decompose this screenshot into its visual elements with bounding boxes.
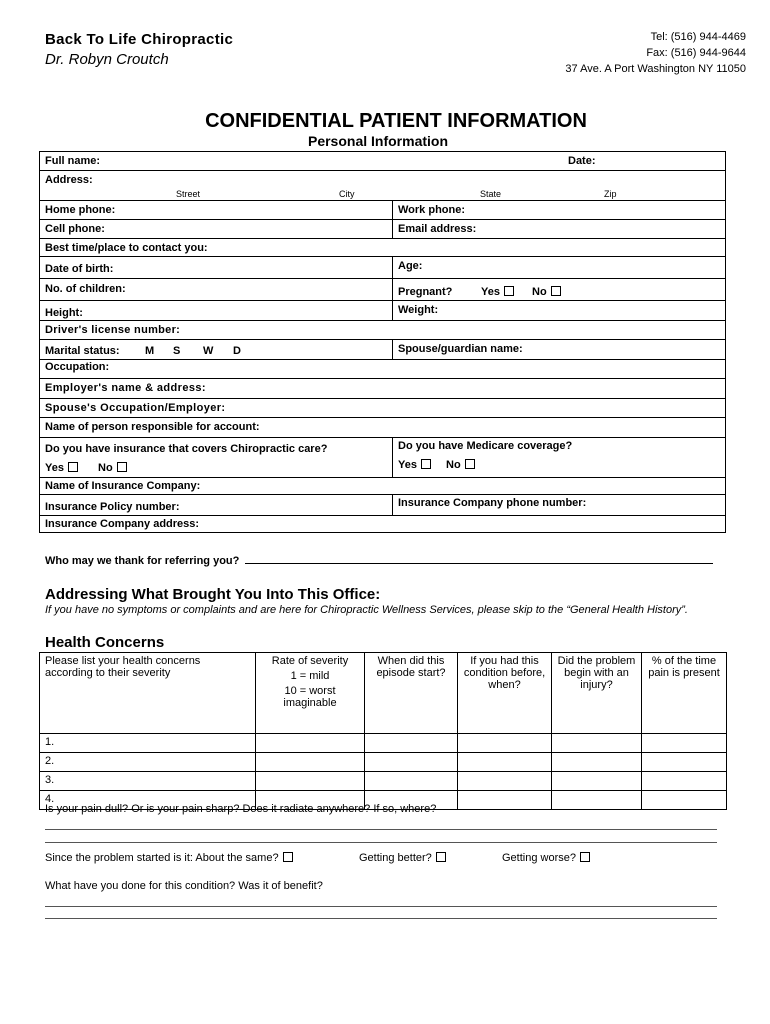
marital-status-label: Marital status: — [45, 345, 120, 357]
practice-name: Back To Life Chiropractic — [45, 31, 234, 48]
pain-answer-line[interactable] — [45, 842, 717, 843]
dob-label: Date of birth: — [45, 263, 114, 275]
employer-row[interactable] — [40, 379, 725, 399]
insurance-no-option[interactable] — [98, 462, 127, 474]
policy-row — [40, 495, 725, 516]
marital-w-option[interactable]: W — [203, 345, 214, 357]
spouse-occupation-label: Spouse's Occupation/Employer: — [45, 402, 226, 414]
city-caption: City — [339, 189, 355, 199]
office-address: 37 Ave. A Port Washington NY 11050 — [565, 63, 746, 75]
medicare-yes-label: Yes — [398, 459, 417, 471]
insurance-row — [40, 438, 725, 478]
referral-question[interactable] — [45, 553, 713, 567]
better-option[interactable] — [359, 852, 446, 864]
home-phone-label: Home phone: — [45, 204, 116, 216]
zip-caption: Zip — [604, 189, 617, 199]
insurance-no-label: No — [98, 462, 113, 474]
table-cell[interactable] — [365, 772, 458, 791]
checkbox-icon[interactable] — [465, 459, 475, 469]
marital-row — [40, 340, 725, 360]
column-header-concerns: Please list your health concerns according to their severity — [40, 653, 256, 734]
date-label: Date: — [568, 155, 596, 167]
insurance-yes-option[interactable] — [45, 462, 78, 474]
insurance-question: Do you have insurance that covers Chiropractic care? — [45, 443, 328, 455]
severity-mild: 1 = mild — [290, 670, 330, 682]
license-row[interactable] — [40, 321, 725, 340]
table-cell[interactable] — [458, 734, 552, 753]
column-header-severity — [256, 653, 365, 734]
checkbox-icon[interactable] — [551, 286, 561, 296]
address-label: Address: — [45, 174, 93, 186]
since-question: Since the problem started is it: About the same? — [45, 852, 279, 864]
checkbox-icon[interactable] — [504, 286, 514, 296]
occupation-label: Occupation: — [45, 361, 110, 373]
table-cell[interactable] — [256, 734, 365, 753]
pregnant-yes-option[interactable] — [481, 286, 514, 298]
medicare-yes-option[interactable] — [398, 459, 431, 471]
column-header-episode-start: When did this episode start? — [365, 653, 458, 734]
pregnant-yes-label: Yes — [481, 286, 500, 298]
weight-label: Weight: — [398, 304, 439, 316]
health-concerns-table — [39, 652, 727, 810]
marital-d-option[interactable]: D — [233, 345, 241, 357]
responsible-row[interactable] — [40, 418, 725, 438]
table-row — [40, 734, 727, 753]
checkbox-icon[interactable] — [436, 852, 446, 862]
street-caption: Street — [176, 189, 201, 199]
medicare-no-label: No — [446, 459, 461, 471]
license-label: Driver's license number: — [45, 324, 181, 336]
responsible-label: Name of person responsible for account: — [45, 421, 260, 433]
table-cell[interactable] — [552, 734, 642, 753]
treatment-answer-line[interactable] — [45, 906, 717, 907]
table-cell[interactable] — [642, 791, 727, 810]
doctor-name: Dr. Robyn Croutch — [45, 51, 169, 68]
column-header-injury: Did the problem begin with an injury? — [552, 653, 642, 734]
section-title-personal: Personal Information — [307, 133, 449, 149]
table-cell[interactable] — [642, 772, 727, 791]
cell-phone-label: Cell phone: — [45, 223, 105, 235]
treatment-answer-line[interactable] — [45, 918, 717, 919]
insurance-yes-label: Yes — [45, 462, 64, 474]
severity-worst: 10 = worst imaginable — [283, 685, 337, 709]
height-weight-row — [40, 301, 725, 321]
addressing-title: Addressing What Brought You Into This Office: — [45, 586, 381, 603]
severity-heading: Rate of severity — [271, 655, 349, 667]
insurance-phone-label: Insurance Company phone number: — [398, 497, 587, 509]
column-header-pain-percent: % of the time pain is present — [642, 653, 727, 734]
table-row — [40, 772, 727, 791]
table-cell[interactable] — [552, 791, 642, 810]
spouse-occupation-row[interactable] — [40, 399, 725, 418]
medicare-question: Do you have Medicare coverage? — [398, 440, 573, 452]
table-cell[interactable] — [642, 753, 727, 772]
column-header-previous: If you had this condition before, when? — [458, 653, 552, 734]
referral-label: Who may we thank for referring you? — [45, 555, 240, 567]
height-label: Height: — [45, 307, 83, 319]
insurance-address-label: Insurance Company address: — [45, 518, 200, 530]
spouse-name-label: Spouse/guardian name: — [398, 343, 523, 355]
pain-answer-line[interactable] — [45, 829, 717, 830]
row-number[interactable]: 4. — [40, 791, 256, 810]
checkbox-icon[interactable] — [117, 462, 127, 472]
table-cell[interactable] — [256, 772, 365, 791]
treatment-question: What have you done for this condition? Was it of benefit? — [45, 880, 323, 892]
pregnant-label: Pregnant? — [398, 286, 453, 298]
pregnant-no-label: No — [532, 286, 547, 298]
table-row — [40, 753, 727, 772]
pain-question: Is your pain dull? Or is your pain sharp? Does it radiate anywhere? If so, where? — [45, 803, 437, 815]
phone-number: Tel: (516) 944-4469 — [650, 31, 746, 43]
best-time-label: Best time/place to contact you: — [45, 242, 208, 254]
checkbox-icon[interactable] — [421, 459, 431, 469]
insurance-company-label: Name of Insurance Company: — [45, 480, 201, 492]
table-cell[interactable] — [552, 772, 642, 791]
state-caption: State — [480, 189, 502, 199]
email-label: Email address: — [398, 223, 477, 235]
table-cell[interactable] — [552, 753, 642, 772]
better-label: Getting better? — [359, 852, 432, 864]
medicare-no-option[interactable] — [446, 459, 475, 471]
worse-option[interactable] — [502, 852, 590, 864]
children-label: No. of children: — [45, 283, 126, 295]
table-header-row — [40, 653, 727, 734]
health-concerns-title: Health Concerns — [45, 634, 165, 651]
wellness-skip-note: If you have no symptoms or complaints and are here for Chiropractic Wellness Services, please skip to the “General Health History”. — [45, 604, 688, 616]
checkbox-icon[interactable] — [283, 852, 293, 862]
full-name-label: Full name: — [45, 155, 101, 167]
cell-email-row — [40, 220, 725, 239]
work-phone-label: Work phone: — [398, 204, 466, 216]
phone-row — [40, 201, 725, 220]
checkbox-icon[interactable] — [580, 852, 590, 862]
policy-number-label: Insurance Policy number: — [45, 501, 180, 513]
insurance-address-row[interactable] — [40, 516, 725, 534]
table-cell[interactable] — [256, 753, 365, 772]
same-option[interactable] — [45, 852, 293, 864]
dob-age-row — [40, 257, 725, 279]
table-cell[interactable] — [365, 734, 458, 753]
children-pregnant-row — [40, 279, 725, 301]
marital-m-option[interactable]: M — [145, 345, 155, 357]
worse-label: Getting worse? — [502, 852, 576, 864]
row-number[interactable]: 2. — [40, 753, 256, 772]
insurance-company-row[interactable] — [40, 478, 725, 495]
table-cell[interactable] — [365, 753, 458, 772]
address-row[interactable] — [40, 171, 725, 201]
table-cell[interactable] — [458, 753, 552, 772]
row-number[interactable]: 3. — [40, 772, 256, 791]
full-name-row[interactable] — [40, 152, 725, 171]
age-label: Age: — [398, 260, 423, 272]
checkbox-icon[interactable] — [68, 462, 78, 472]
personal-information-grid — [39, 151, 726, 533]
fax-number: Fax: (516) 944-9644 — [646, 47, 746, 59]
table-cell[interactable] — [642, 734, 727, 753]
table-cell[interactable] — [458, 791, 552, 810]
marital-s-option[interactable]: S — [173, 345, 181, 357]
row-number[interactable]: 1. — [40, 734, 256, 753]
occupation-row[interactable] — [40, 360, 725, 379]
employer-label: Employer's name & address: — [45, 382, 206, 394]
referral-blank[interactable] — [245, 553, 713, 564]
pregnant-no-option[interactable] — [532, 286, 561, 298]
best-time-row[interactable] — [40, 239, 725, 257]
form-title: CONFIDENTIAL PATIENT INFORMATION — [205, 110, 587, 132]
table-cell[interactable] — [458, 772, 552, 791]
